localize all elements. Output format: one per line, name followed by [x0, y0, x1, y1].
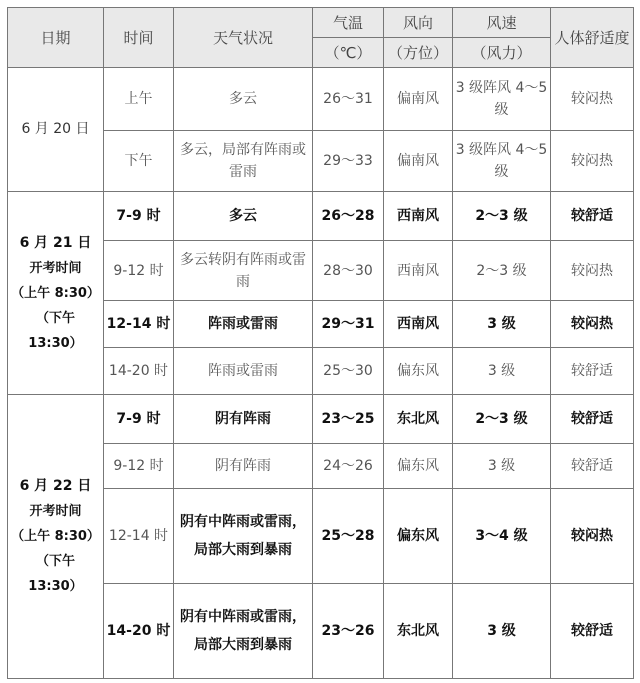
cell-comfort: 较闷热 [551, 301, 634, 348]
day-date-cell [8, 192, 104, 395]
cell-wind-speed: 2～3 级 [453, 192, 551, 241]
cell-time: 12-14 时 [104, 489, 174, 584]
cell-temp: 26～28 [313, 192, 384, 241]
cell-comfort: 较舒适 [551, 444, 634, 489]
cell-wind-speed: 2～3 级 [453, 241, 551, 301]
cell-wind-speed: 3 级 [453, 444, 551, 489]
cell-wind-dir: 东北风 [384, 584, 453, 679]
cell-temp: 25～30 [313, 348, 384, 395]
cell-comfort: 较闷热 [551, 489, 634, 584]
cell-comfort: 较闷热 [551, 68, 634, 131]
cell-comfort: 较舒适 [551, 395, 634, 444]
cell-wind-speed: 3 级阵风 4～5 级 [453, 68, 551, 131]
day-date-cell [8, 68, 104, 192]
cell-wind-dir: 偏东风 [384, 489, 453, 584]
header-time: 时间 [104, 8, 174, 68]
header-date: 日期 [8, 8, 104, 68]
cell-time: 14-20 时 [104, 348, 174, 395]
cell-temp: 26～31 [313, 68, 384, 131]
cell-wind-speed: 3 级 [453, 301, 551, 348]
cell-wind-speed: 3 级 [453, 348, 551, 395]
table-row [8, 68, 634, 131]
cell-wind-dir: 西南风 [384, 301, 453, 348]
exam-time-morning: （上午 8:30） [11, 529, 100, 544]
cell-weather: 阴有中阵雨或雷雨，局部大雨到暴雨 [174, 584, 313, 679]
header-wind-dir-unit: （方位） [384, 38, 453, 68]
cell-temp: 29～33 [313, 131, 384, 192]
cell-comfort: 较闷热 [551, 241, 634, 301]
cell-comfort: 较舒适 [551, 192, 634, 241]
cell-time: 9-12 时 [104, 444, 174, 489]
cell-comfort: 较闷热 [551, 131, 634, 192]
cell-temp: 23～26 [313, 584, 384, 679]
header-wind-speed-unit: （风力） [453, 38, 551, 68]
cell-weather: 阴有阵雨 [174, 395, 313, 444]
header-wind-speed: 风速 [453, 8, 551, 38]
cell-time: 9-12 时 [104, 241, 174, 301]
cell-weather: 多云，局部有阵雨或雷雨 [174, 131, 313, 192]
cell-wind-dir: 偏南风 [384, 68, 453, 131]
cell-wind-speed: 2～3 级 [453, 395, 551, 444]
header-temp-unit: （℃） [313, 38, 384, 68]
cell-comfort: 较舒适 [551, 348, 634, 395]
cell-wind-dir: 西南风 [384, 241, 453, 301]
table-header [8, 8, 634, 68]
exam-time-label: 开考时间 [29, 260, 82, 276]
day-date: 6 月 20 日 [21, 121, 90, 137]
cell-wind-dir: 偏东风 [384, 444, 453, 489]
cell-time: 14-20 时 [104, 584, 174, 679]
cell-wind-dir: 东北风 [384, 395, 453, 444]
table-row [8, 395, 634, 444]
exam-time-label: 开考时间 [29, 504, 82, 519]
cell-wind-speed: 3～4 级 [453, 489, 551, 584]
table-row [8, 192, 634, 241]
cell-wind-dir: 偏南风 [384, 131, 453, 192]
exam-time-afternoon: （下午 13:30） [28, 310, 83, 351]
cell-weather: 多云转阴有阵雨或雷雨 [174, 241, 313, 301]
exam-time-morning: （上午 8:30） [11, 285, 100, 301]
cell-time: 7-9 时 [104, 395, 174, 444]
weather-forecast-table [7, 7, 634, 679]
exam-time-afternoon: （下午 13:30） [28, 554, 83, 594]
cell-wind-dir: 偏东风 [384, 348, 453, 395]
day-date-cell [8, 395, 104, 679]
cell-temp: 29～31 [313, 301, 384, 348]
cell-weather: 阵雨或雷雨 [174, 301, 313, 348]
cell-wind-speed: 3 级阵风 4～5 级 [453, 131, 551, 192]
header-comfort: 人体舒适度 [551, 8, 634, 68]
header-temp: 气温 [313, 8, 384, 38]
cell-weather: 阴有阵雨 [174, 444, 313, 489]
cell-temp: 24～26 [313, 444, 384, 489]
cell-temp: 25～28 [313, 489, 384, 584]
header-wind-dir: 风向 [384, 8, 453, 38]
cell-temp: 23～25 [313, 395, 384, 444]
cell-weather: 多云 [174, 68, 313, 131]
cell-temp: 28～30 [313, 241, 384, 301]
forecast-table-wrapper [7, 7, 634, 679]
cell-wind-speed: 3 级 [453, 584, 551, 679]
cell-comfort: 较舒适 [551, 584, 634, 679]
cell-weather: 阴有中阵雨或雷雨，局部大雨到暴雨 [174, 489, 313, 584]
cell-time: 下午 [104, 131, 174, 192]
day-date: 6 月 22 日 [19, 478, 92, 494]
header-weather: 天气状况 [174, 8, 313, 68]
cell-weather: 阵雨或雷雨 [174, 348, 313, 395]
cell-weather: 多云 [174, 192, 313, 241]
cell-time: 7-9 时 [104, 192, 174, 241]
cell-wind-dir: 西南风 [384, 192, 453, 241]
cell-time: 12-14 时 [104, 301, 174, 348]
table-body [8, 68, 634, 679]
cell-time: 上午 [104, 68, 174, 131]
day-date: 6 月 21 日 [19, 234, 92, 251]
